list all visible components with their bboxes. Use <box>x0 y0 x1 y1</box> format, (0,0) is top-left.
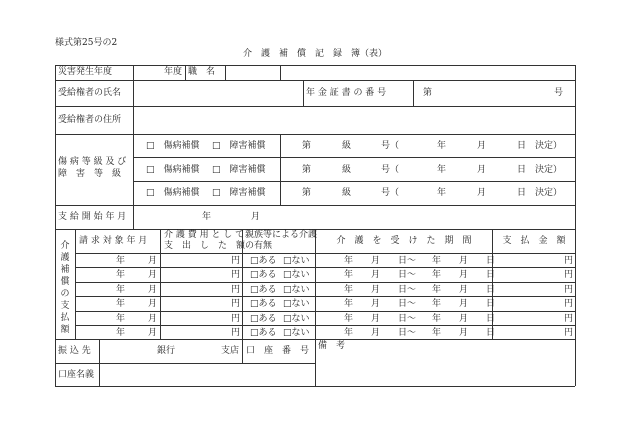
care-row-en: 円 <box>231 270 241 280</box>
shokumei-field[interactable] <box>226 66 280 80</box>
grade-go: 号（ <box>381 165 400 175</box>
furikomi-label: 振 込 先 <box>58 346 91 356</box>
care-row-tsuki: 月 <box>148 328 158 338</box>
care-row-nai-checkbox[interactable]: □ない <box>283 328 310 338</box>
care-row-from: 年 月 日〜 <box>344 328 417 338</box>
saigai-nendo-label: 災害発生年度 <box>58 67 113 77</box>
shikyu-kaishi-label: 支 給 開 始 年 月 <box>58 212 127 222</box>
care-row-tsuki: 月 <box>148 256 158 266</box>
kaigo-hiyo-header-2: 支 出 し た 額 <box>164 241 246 251</box>
care-row-nen: 年 <box>116 328 126 338</box>
koza-meigi-field[interactable] <box>100 364 315 386</box>
grade-go: 号（ <box>381 141 400 151</box>
care-row-pay-en: 円 <box>564 328 574 338</box>
nenkin-shosho-label: 年 金 証 書 の 番 号 <box>306 88 387 98</box>
form-title: 介 護 補 償 記 録 簿（表） <box>242 49 387 59</box>
form-number: 様式第25号の2 <box>55 38 118 48</box>
care-row-nen: 年 <box>116 285 126 295</box>
kaishi-tsuki: 月 <box>251 212 261 222</box>
grade-nichi: 日 決定） <box>517 188 563 198</box>
care-row-aru-checkbox[interactable]: □ある <box>250 314 277 324</box>
shogai-checkbox[interactable]: □ 障害補償 <box>212 141 266 151</box>
kaigo-kikan-header: 介 護 を 受 け た 期 間 <box>336 236 472 246</box>
care-row-nen: 年 <box>116 256 126 266</box>
care-row-nen: 年 <box>116 270 126 280</box>
shinzoku-header-2: の有無 <box>245 241 273 251</box>
care-row-to: 年 月 日 <box>432 299 496 309</box>
care-row-nai-checkbox[interactable]: □ない <box>283 314 310 324</box>
care-row-to: 年 月 日 <box>432 314 496 324</box>
biko-field[interactable] <box>316 352 575 386</box>
grade-kyu: 級 <box>342 165 352 175</box>
kaigo-shiharai-label: 介護補償の支払額 <box>60 241 70 335</box>
grade-nen: 年 <box>437 188 447 198</box>
care-row-pay-en: 円 <box>564 270 574 280</box>
nenkin-go: 号 <box>554 88 564 98</box>
grade-tsuki: 月 <box>477 188 487 198</box>
biko-label: 備 考 <box>318 341 346 351</box>
care-row-from: 年 月 日〜 <box>344 314 417 324</box>
shobyo-checkbox[interactable]: □ 傷病補償 <box>146 165 200 175</box>
care-row-aru-checkbox[interactable]: □ある <box>250 299 277 309</box>
shogai-checkbox[interactable]: □ 障害補償 <box>212 188 266 198</box>
shiten-label: 支店 <box>221 346 240 356</box>
care-row-tsuki: 月 <box>148 270 158 280</box>
care-row-to: 年 月 日 <box>432 270 496 280</box>
jukyu-jusho-field[interactable] <box>134 107 575 134</box>
koza-bango-label: 口 座 番 号 <box>246 346 310 356</box>
koza-meigi-label: 口座名義 <box>58 370 95 380</box>
care-row-nai-checkbox[interactable]: □ない <box>283 299 310 309</box>
care-row-nen: 年 <box>116 299 126 309</box>
nenkin-dai: 第 <box>423 88 433 98</box>
shobyo-checkbox[interactable]: □ 傷病補償 <box>146 141 200 151</box>
tokyu-label-1: 傷 病 等 級 及 び <box>58 157 127 167</box>
grade-nichi: 日 決定） <box>517 141 563 151</box>
kaigo-hiyo-header-1: 介 護 費 用 と し て <box>164 230 245 240</box>
care-row-to: 年 月 日 <box>432 328 496 338</box>
care-row-aru-checkbox[interactable]: □ある <box>250 285 277 295</box>
jukyu-shimei-label: 受給権者の氏名 <box>58 88 122 98</box>
care-row-pay-en: 円 <box>564 256 574 266</box>
grade-kyu: 級 <box>342 188 352 198</box>
seikyu-taisho-header: 請 求 対 象 年 月 <box>79 236 148 246</box>
care-row-pay-en: 円 <box>564 285 574 295</box>
shokumei-label: 職 名 <box>188 67 216 77</box>
tokyu-label-2: 障 害 等 級 <box>58 169 122 179</box>
grade-dai: 第 <box>302 141 312 151</box>
care-row-aru-checkbox[interactable]: □ある <box>250 328 277 338</box>
nenkin-number-field[interactable] <box>434 81 552 106</box>
care-row-en: 円 <box>231 299 241 309</box>
care-row-to: 年 月 日 <box>432 285 496 295</box>
grade-nen: 年 <box>437 165 447 175</box>
care-row-from: 年 月 日〜 <box>344 256 417 266</box>
care-row-tsuki: 月 <box>148 285 158 295</box>
ginko-label: 銀行 <box>157 346 176 356</box>
grade-tsuki: 月 <box>477 141 487 151</box>
shobyo-checkbox[interactable]: □ 傷病補償 <box>146 188 200 198</box>
bank-field[interactable] <box>100 340 156 363</box>
grade-nen: 年 <box>437 141 447 151</box>
grade-kyu: 級 <box>342 141 352 151</box>
care-row-nai-checkbox[interactable]: □ない <box>283 270 310 280</box>
grade-dai: 第 <box>302 188 312 198</box>
care-row-pay-en: 円 <box>564 299 574 309</box>
care-row-pay-en: 円 <box>564 314 574 324</box>
care-row-en: 円 <box>231 285 241 295</box>
care-row-en: 円 <box>231 328 241 338</box>
care-row-nai-checkbox[interactable]: □ない <box>283 285 310 295</box>
shinzoku-header-1: 親族等による介護 <box>245 230 318 240</box>
care-row-aru-checkbox[interactable]: □ある <box>250 256 277 266</box>
care-row-from: 年 月 日〜 <box>344 270 417 280</box>
shogai-checkbox[interactable]: □ 障害補償 <box>212 165 266 175</box>
care-row-from: 年 月 日〜 <box>344 299 417 309</box>
care-row-en: 円 <box>231 256 241 266</box>
jukyu-jusho-label: 受給権者の住所 <box>58 115 122 125</box>
jukyu-shimei-field[interactable] <box>134 81 303 106</box>
care-row-nai-checkbox[interactable]: □ない <box>283 256 310 266</box>
grade-nichi: 日 決定） <box>517 165 563 175</box>
care-row-aru-checkbox[interactable]: □ある <box>250 270 277 280</box>
kaishi-nen: 年 <box>202 212 212 222</box>
care-row-to: 年 月 日 <box>432 256 496 266</box>
care-row-en: 円 <box>231 314 241 324</box>
saigai-nendo-field[interactable] <box>134 66 154 80</box>
shiharai-kingaku-header: 支 払 金 額 <box>502 236 566 246</box>
care-row-tsuki: 月 <box>148 314 158 324</box>
grade-tsuki: 月 <box>477 165 487 175</box>
care-row-tsuki: 月 <box>148 299 158 309</box>
care-row-from: 年 月 日〜 <box>344 285 417 295</box>
grade-dai: 第 <box>302 165 312 175</box>
grade-go: 号（ <box>381 188 400 198</box>
nendo-label: 年度 <box>163 67 182 77</box>
care-row-nen: 年 <box>116 314 126 324</box>
